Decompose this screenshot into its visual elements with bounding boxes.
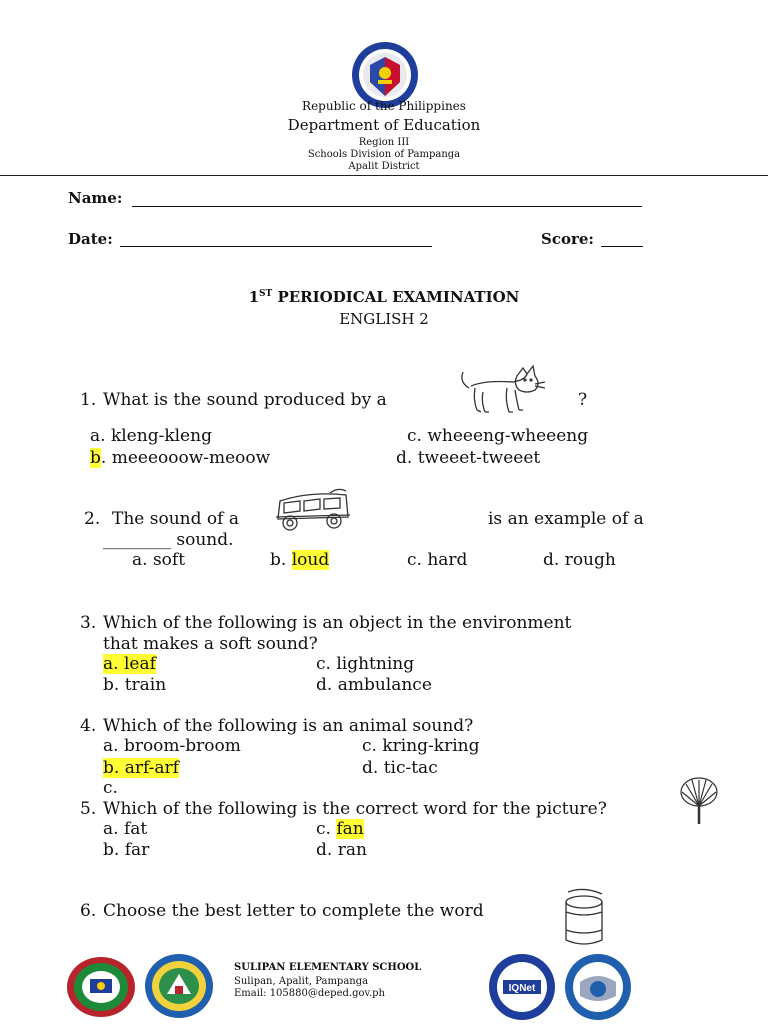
- school-email[interactable]: Email: 105880@deped.gov.ph: [234, 988, 385, 999]
- exam-title: [0, 288, 768, 306]
- can-picture: [560, 888, 608, 950]
- exam-title-text: PERIODICAL EXAMINATION: [272, 288, 520, 306]
- q2-option-c[interactable]: c. hard: [407, 550, 468, 570]
- cat-picture: [455, 362, 547, 418]
- q5-number: 5.: [80, 799, 97, 819]
- date-field[interactable]: [120, 246, 432, 247]
- q3-number: 3.: [80, 613, 97, 633]
- q5-option-c[interactable]: [316, 819, 364, 839]
- q1-option-c[interactable]: c. wheeeng-wheeeng: [407, 426, 589, 446]
- q1-option-a[interactable]: a. kleng-kleng: [90, 426, 212, 446]
- header-divider: [0, 175, 768, 176]
- date-label: Date:: [68, 230, 113, 248]
- certified-management-logo: [562, 952, 634, 1022]
- q2-number: 2.: [84, 509, 101, 529]
- q4-number: 4.: [80, 716, 97, 736]
- q1-option-d[interactable]: d. tweeet-tweeet: [396, 448, 541, 468]
- name-field[interactable]: [132, 206, 642, 207]
- q3-option-a[interactable]: [103, 654, 156, 674]
- republic-text: Republic of the Philippines: [302, 99, 466, 113]
- division-seal-logo: [65, 955, 137, 1019]
- q5-option-b[interactable]: b. far: [103, 840, 150, 860]
- q6-text: Choose the best letter to complete the word: [103, 901, 484, 921]
- department-text: Department of Education: [287, 116, 481, 134]
- fan-picture: [678, 776, 720, 826]
- iqnet-text: IQNet: [508, 983, 536, 994]
- school-name: SULIPAN ELEMENTARY SCHOOL: [234, 962, 422, 973]
- q5-answer-highlight: fan: [336, 819, 364, 839]
- q6-number: 6.: [80, 901, 97, 921]
- q2-option-b[interactable]: [270, 550, 329, 570]
- q1-option-b[interactable]: [90, 448, 270, 468]
- q4-option-d[interactable]: d. tic-tac: [362, 758, 438, 778]
- q4-option-b[interactable]: [103, 758, 179, 778]
- name-label: Name:: [68, 189, 123, 207]
- q5-text: Which of the following is the correct word for the picture?: [103, 799, 607, 819]
- q1-number: 1.: [80, 390, 97, 410]
- q3-text-line1: Which of the following is an object in the environment: [103, 613, 572, 633]
- q4-stray-text: c.: [103, 778, 118, 798]
- q1-answer-highlight: b: [90, 448, 101, 468]
- q5-option-a[interactable]: a. fat: [103, 819, 148, 839]
- exam-title-number: 1: [248, 288, 260, 306]
- jeepney-picture: [270, 487, 354, 533]
- q4-text: Which of the following is an animal sound?: [103, 716, 474, 736]
- q3-answer-highlight: a. leaf: [103, 654, 156, 674]
- school-address: Sulipan, Apalit, Pampanga: [234, 976, 369, 987]
- q1-text: What is the sound produced by a: [103, 390, 387, 410]
- q5-option-c-prefix: c.: [316, 819, 331, 839]
- q3-option-b[interactable]: b. train: [103, 675, 167, 695]
- q1-option-b-text: . meeeooow-meoow: [100, 448, 271, 468]
- q2-option-a[interactable]: a. soft: [132, 550, 186, 570]
- score-label: Score:: [541, 230, 594, 248]
- q3-option-d[interactable]: d. ambulance: [316, 675, 432, 695]
- score-field[interactable]: [601, 246, 643, 247]
- q2-text-blank: ________ sound.: [103, 530, 234, 550]
- q4-option-a[interactable]: a. broom-broom: [103, 736, 241, 756]
- q2-answer-highlight: loud: [291, 550, 330, 570]
- q2-option-b-prefix: b.: [270, 550, 287, 570]
- q4-answer-highlight: b. arf-arf: [103, 758, 179, 778]
- exam-title-sup: ST: [259, 289, 273, 299]
- district-text: Apalit District: [348, 161, 420, 172]
- exam-subject: ENGLISH 2: [339, 310, 429, 328]
- q1-end-mark: ?: [578, 390, 588, 410]
- q2-text-end: is an example of a: [488, 509, 644, 529]
- division-text: Schools Division of Pampanga: [307, 149, 461, 160]
- q2-text-start: The sound of a: [112, 509, 239, 529]
- school-seal-logo: [143, 952, 215, 1020]
- q2-option-d[interactable]: d. rough: [543, 550, 616, 570]
- q3-text-line2: that makes a soft sound?: [103, 634, 318, 654]
- region-text: Region III: [358, 137, 410, 148]
- q3-option-c[interactable]: c. lightning: [316, 654, 415, 674]
- q5-option-d[interactable]: d. ran: [316, 840, 367, 860]
- q4-option-c[interactable]: c. kring-kring: [362, 736, 480, 756]
- iqnet-certified-logo: [487, 952, 557, 1022]
